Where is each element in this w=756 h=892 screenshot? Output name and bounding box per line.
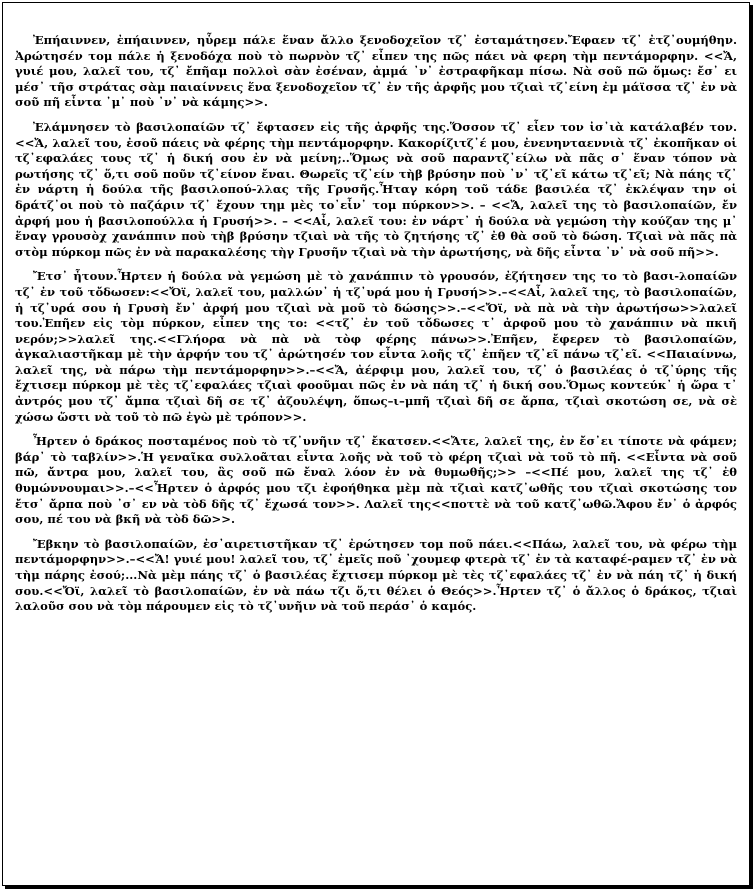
paragraph: Ἔτσ᾽ ἦτουν.Ἦρτεν ἡ δούλα νὰ γεμώση μὲ τὸ χανάππιν τὸ γρουσόν, ἐζήτησεν της το τὸ βασι-λοπαίῶν τζ᾽ ἐν τοῦ τὄδωσεν:<<Ὄϊ, λαλεῖ του, μαλλών᾽ ἡ τζ᾽υρά μου ἡ Γρυσή>>.–<<Αἶ, λαλεῖ της, τὸ βασιλοπαίῶν, ἡ τζ᾽υρά σου ἡ Γρυσὴ ἔν᾽ ἀρφή μου τζιαὶ νὰ μοῦ τὸ δώσης>>.–<<Ὄϊ, νὰ πὰ νὰ τὴν ἀρωτήσω>>λαλεῖ του.Ἐπῆεν εἰς τὸμ πύρκον, εἶπεν της το: <<τζ᾽ ἐν τοῦ τὄδωσες τ᾽ ἀρφοῦ μου τὸ χανάππιν νὰ πκιῆ νερόν;>>λαλεῖ της.<<Γλήορα νὰ πὰ νὰ τὸφ φέρης πάνω>>.Ἐπῆεν, ἔφερεν τὸ βασιλοπαίῶν, ἀγκαλιαστῆκαμ μὲ τὴν ἀρφήν του τζ᾽ ἀρώτησέν τον εἶντα λοῆς τζ᾽ ἐπῆεν τζ᾽εῖ πάνω τζ᾽εῖ. <<Παιαίννω, λαλεῖ της, νὰ πάρω τὴμ πεντάμορφην>>.–<<Ἄ, ἀέρφιμ μου, λαλεῖ του, τζ᾽ ὁ βασιλέας ὁ τζ᾽ύρης τῆς ἔχτισεμ πύρκομ μὲ τὲς τζ᾽εφαλάες τζιαὶ φοοῦμαι πῶς ἐν νὰ πάη τζ᾽ ἡ δική σου.Ὅμως κοντεύκ᾽ ἡ ὥρα τ᾽ ἀντρός μου τζ᾽ ἄμπα τζιαὶ δῆ σε τζ᾽ ἀζουλέψη, ὅπως–ι–μπῆ τζιαὶ δῆ σε ἄρπα, τζιαὶ σκοτώση σε, νὰ σὲ χώσω ὥστι νὰ τοῦ τὸ πῶ ἐγὼ μὲ τρόπον>>. [15, 269, 737, 424]
document-page [2, 2, 750, 886]
paragraph: Ἐλάμνησεν τὸ βασιλοπαίῶν τζ᾽ ἔφτασεν εἰς τῆς ἀρφῆς της.Ὅσσον τζ᾽ εἶεν τον ἰσ᾽ιὰ κατάλαβέν τον. <<Ἄ, λαλεῖ του, ἐσοῦ πάεις νὰ φέρης τὴμ πεντάμορφην. Κακορίζιτζ᾽έ μου, ἐνενηνταεννιὰ τζ᾽ ἐκοπῆκαν οἱ τζ᾽εφαλάες τους τζ᾽ ἡ δική σου ἐν νὰ μείνη;..Ὅμως νὰ σοῦ παραντζ᾽είλω νὰ πᾶς σ᾽ ἕναν τόπον νὰ ρωτήσης τζ᾽ ὅ,τι σοῦ ποῦν τζ᾽είνον ἔναι. Θωρεῖς τζ᾽είν τὴβ βρύσην ποὺ ᾽ν᾽ τζ᾽εῖ κάτω τζ᾽εῖ; Νὰ πάης τζ᾽ ἐν νάρτη ἡ δούλα τῆς βασιλοπού-λλας τῆς Γρυσῆς.Ἦταγ κόρη τοῦ τάδε βασιλέα τζ᾽ ἐκλέψαν την οἱ δράτζ᾽οι ποὺ τὸ παζάριν τζ᾽ ἔχουν τημ μὲς το᾽εἶν᾽ τομ πύρκον>>. – <<Ἄ, λαλεῖ της τὸ βασιλοπαίῶν, ἔν ἀρφή μου ἡ βασιλοπούλλα ἡ Γρυσή>>. – <<Αἶ, λαλεῖ του: ἐν νάρτ᾽ ἡ δούλα νὰ γεμώση τὴγ κούζαν της μ᾽ ἕναγ γρουσὸχ χανάππιν ποὺ τὴβ βρύσην τζιαὶ νὰ τῆς τὸ ζητήσης τζ᾽ ἐθ θὰ σοῦ τὸ δώση. Τζιαὶ νὰ πᾶς πὰ στὸμ πύρκομ πῶς ἐν νὰ παρακαλέσης τὴγ Γρυσῆν τζιαὶ νὰ τὴν ἀρωτήσης, νὰ δῆς εἶντα ᾽ν᾽ νὰ σοῦ πῆ>>. [15, 119, 737, 259]
paragraph: Ἐπήαιννεν, ἐπήαιννεν, ηὗρεμ πάλε ἕναν ἄλλο ξενοδοχεῖον τζ᾽ ἐσταμάτησεν.Ἔφαεν τζ᾽ ἐτζ᾽ουμήθην. Ἀρώτησέν τομ πάλε ἡ ξενοδόχα ποὺ τὸ πωρνὸν τζ᾽ εἶπεν της πῶς πάει νὰ φερη τὴμ πεντάμορφην. <<Ἄ, γυιέ μου, λαλεῖ του, τζ᾽ ἔπῆαμ πολλοὶ σὰν ἐσέναν, ἀμμά ᾽ν᾽ ἐστραφῆκαμ πίσω. Νὰ σοῦ πῶ ὅμως: ἔσ᾽ ει μέσ᾽ τῆσ στράτας σὰμ παιαίννεις ἕνα ξενοδοχεῖον τζ᾽ ἐν τῆς ἀρφῆς μου τζιαὶ τζ᾽είνη ἐμ μάϊσσα τζ᾽ ἐν νὰ σοῦ πῆ εἶντα ᾽μ᾽ ποὺ ᾽ν᾽ νὰ κάμης>>. [15, 33, 737, 110]
paragraph: Ἔβκην τὸ βασιλοπαίῶν, ἐσ᾽αιρετιστῆκαν τζ᾽ ἐρώτησεν τομ ποῦ πάει.<<Πάω, λαλεῖ του, νὰ φέρω τὴμ πεντάμορφην>>.–<<Ἄ! γυιέ μου! λαλεῖ του, τζ᾽ ἐμεῖς ποῦ ᾽χουμεφ φτερὰ τζ᾽ ἐν τὰ καταφέ-ραμεν τζ᾽ ἐν νὰ τὴμ πάρης ἐσού;...Νὰ μὲμ πάης τζ᾽ ὁ βασιλέας ἔχτισεμ πύρκομ μὲ τὲς τζ᾽εφαλάες τζ᾽ ἐν νὰ πάη τζ᾽ ἡ δική σου.<<Ὄϊ, λαλεῖ τὸ βασιλοπαίῶν, ἐν νὰ πάω τζι ὅ,τι θέλει ὁ Θεός>>.Ἦρτεν τζ᾽ ὁ ἄλλος ὁ δράκος, τζιαὶ λαλοῦσ σου νὰ τὸμ πάρουμεν εἰς τὸ τζ᾽υνῆιν νὰ τοῦ περάσ᾽ ὁ καμός. [15, 536, 737, 614]
body-text [15, 33, 737, 624]
paragraph: Ἦρτεν ὁ δράκος ποσταμένος ποὺ τὸ τζ᾽υνῆιν τζ᾽ ἔκατσεν.<<Ἄτε, λαλεῖ της, ἐν ἔσ᾽ει τίποτε νὰ φάμεν; βάρ᾽ τὸ ταβλίν>>.Ἡ γεναῖκα συλλοᾶται εἶντα λοῆς νὰ τοῦ τὸ φέρη τζιαὶ νὰ τοῦ τὸ πῆ. <<Εἶντα νὰ σοῦ πῶ, ἄντρα μου, λαλεῖ του, ἂς σοῦ πῶ ἔναλ λόον ἐν νὰ θυμωθῆς;>> –<<Πέ μου, λαλεῖ της τζ᾽ ἐθ θυμώννουμαι>>.–<<Ἦρτεν ὁ ἀρφός μου τζι ἐφοήθηκα μὲμ πὰ τζιαὶ κατζ᾽ωθῆς του τζιαὶ σκοτώσης τον ἔτσ᾽ ἄρπα ποὺ ᾽σ᾽ εν νὰ τὸδ δῆς τζ᾽ ἔχωσά τον>>. Λαλεῖ της<<ποττὲ νὰ τοῦ κατζ᾽ωθῶ.Ἄφου ἔν᾽ ὁ ἀρφός σου, πέ του νὰ βκῆ νὰ τὸδ δῶ>>. [15, 434, 737, 527]
